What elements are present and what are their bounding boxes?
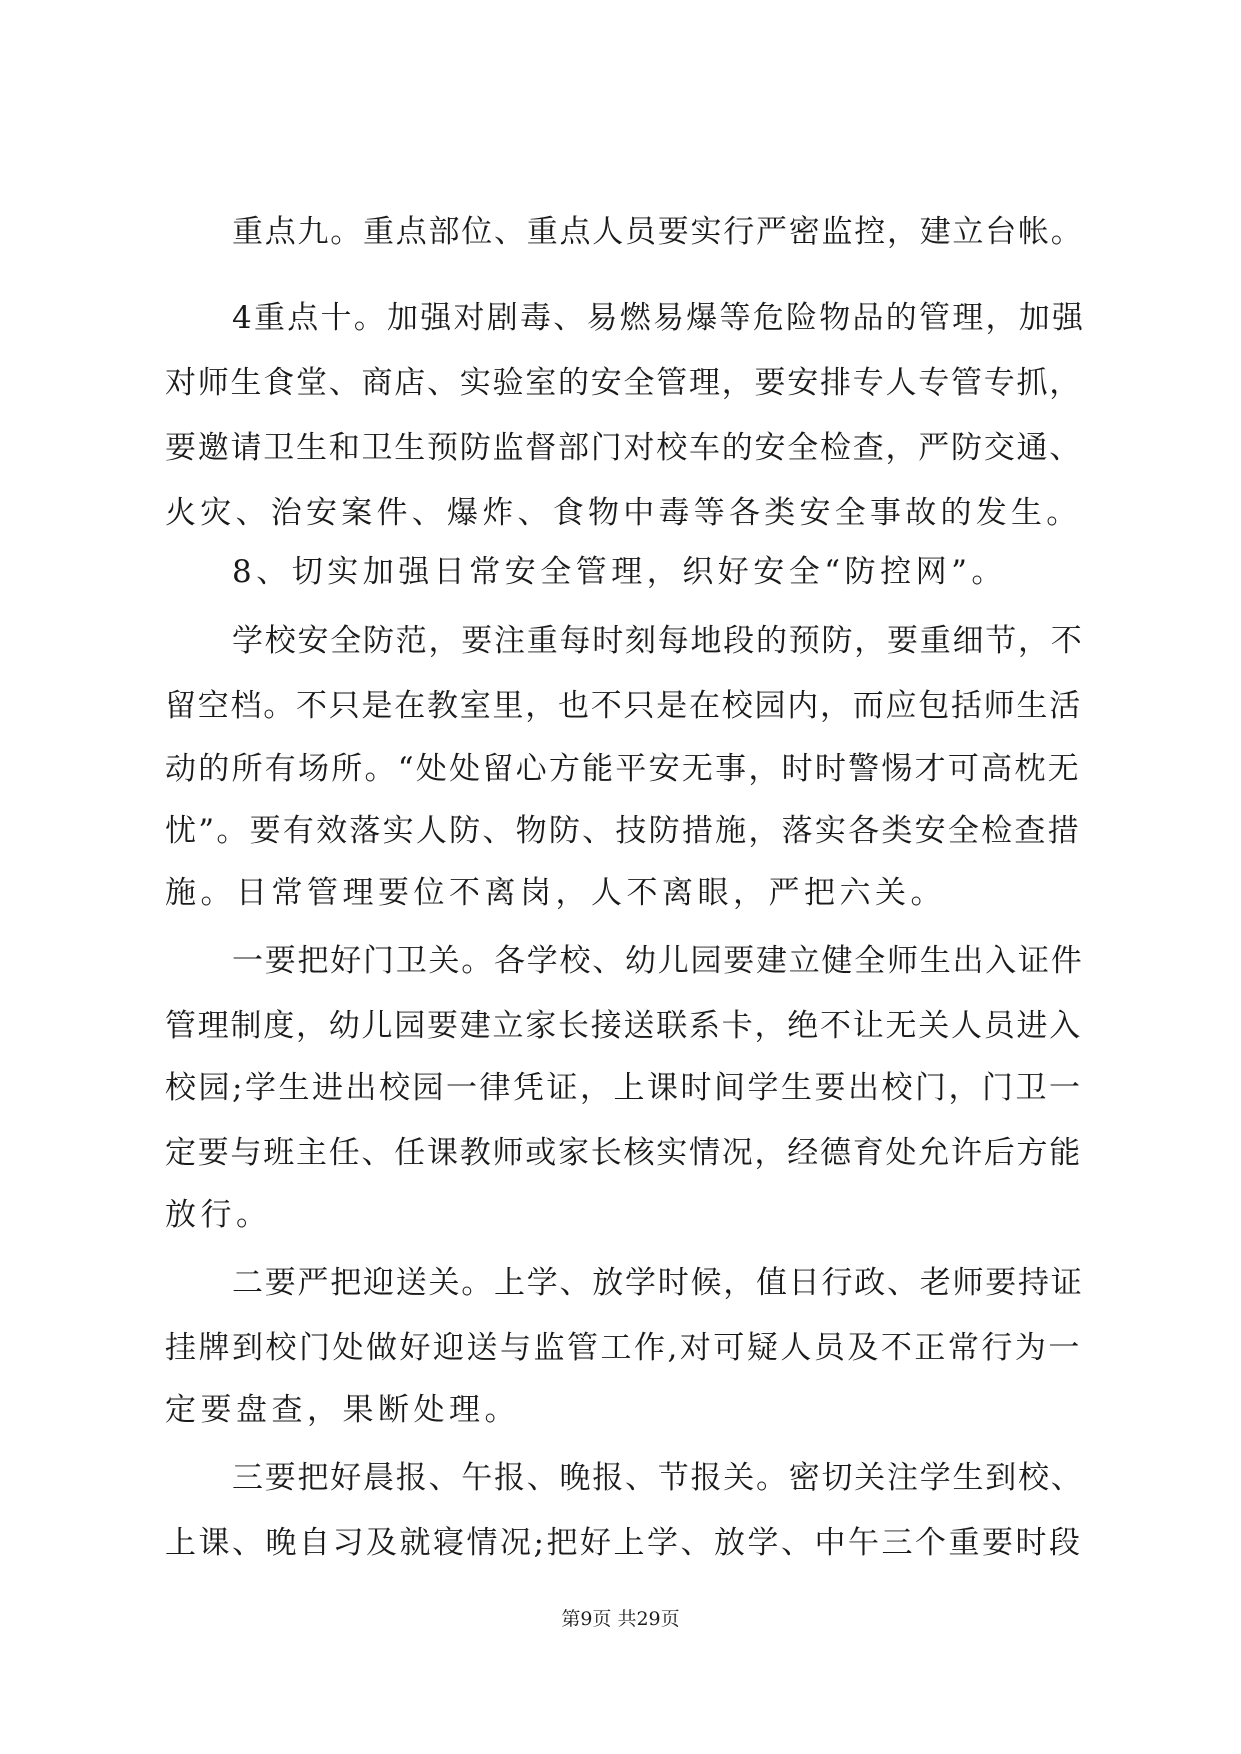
text-line: 4重点十。加强对剧毒、易燃易爆等危险物品的管理，加强 [232,300,1086,336]
page-number-footer: 第9页 共29页 [561,1608,680,1630]
text-line: 定要盘查，果断处理。 [165,1392,520,1428]
text-line: 管理制度，幼儿园要建立家长接送联系卡，绝不让无关人员进入 [165,1008,1082,1044]
text-line: 三要把好晨报、午报、晚报、节报关。密切关注学生到校、 [232,1460,1084,1496]
text-line: 学校安全防范，要注重每时刻每地段的预防，要重细节，不 [232,623,1084,659]
text-line: 对师生食堂、商店、实验室的安全管理，要安排专人专管专抓， [165,365,1082,401]
text-line: 留空档。不只是在教室里，也不只是在校园内，而应包括师生活 [165,688,1082,724]
text-line: 8、切实加强日常安全管理，织好安全“防控网”。 [232,554,1007,590]
text-line: 火灾、治安案件、爆炸、食物中毒等各类安全事故的发生。 [165,495,1082,531]
text-line: 放行。 [165,1197,272,1233]
text-line: 挂牌到校门处做好迎送与监管工作,对可疑人员及不正常行为一 [165,1330,1082,1366]
text-line: 一要把好门卫关。各学校、幼儿园要建立健全师生出入证件 [232,943,1084,979]
text-line: 二要严把迎送关。上学、放学时候，值日行政、老师要持证 [232,1265,1084,1301]
text-line: 忧”。要有效落实人防、物防、技防措施，落实各类安全检查措 [165,813,1081,849]
text-line: 要邀请卫生和卫生预防监督部门对校车的安全检查，严防交通、 [165,430,1082,466]
text-line: 上课、晚自习及就寝情况;把好上学、放学、中午三个重要时段 [165,1525,1083,1561]
text-line: 施。日常管理要位不离岗，人不离眼，严把六关。 [165,875,946,911]
text-line: 定要与班主任、任课教师或家长核实情况，经德育处允许后方能 [165,1135,1082,1171]
text-line: 动的所有场所。“处处留心方能平安无事，时时警惕才可高枕无 [165,751,1081,787]
text-line: 校园;学生进出校园一律凭证，上课时间学生要出校门，门卫一 [165,1070,1083,1106]
text-line: 重点九。重点部位、重点人员要实行严密监控，建立台帐。 [232,214,1084,250]
